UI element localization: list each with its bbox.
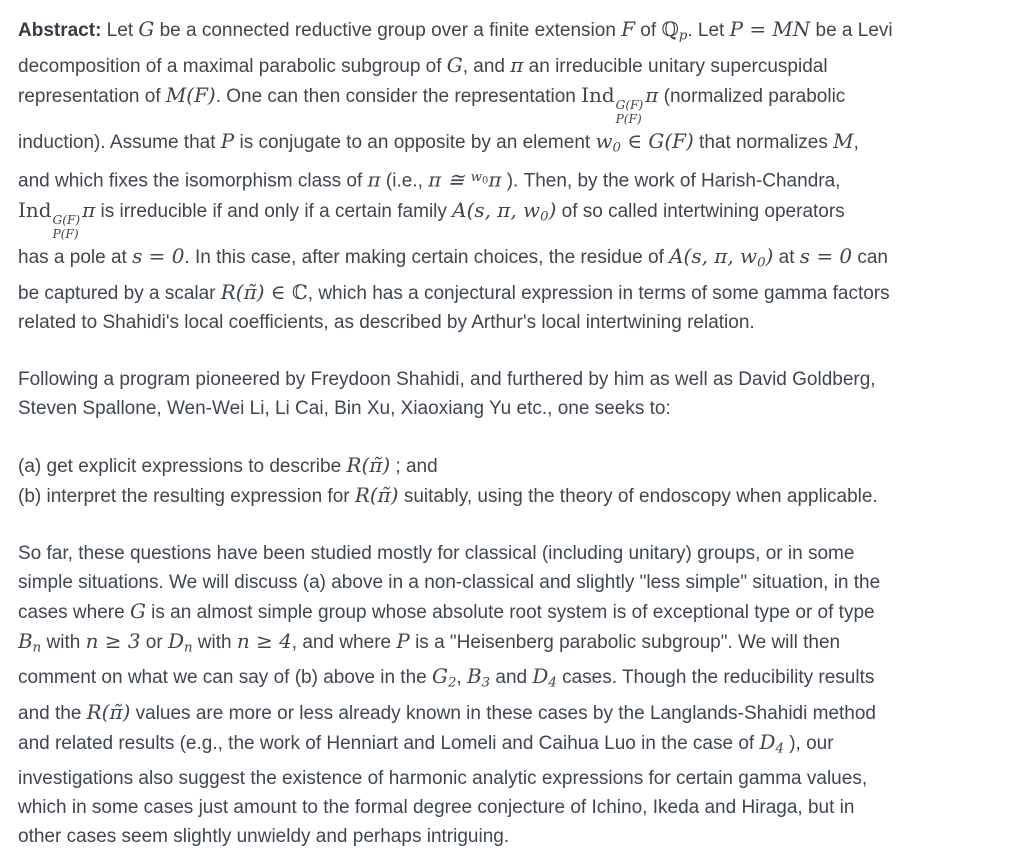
math-inline: )	[765, 244, 774, 268]
text-run: is a "Heisenberg parabolic subgroup". We will then	[409, 631, 841, 653]
text-line	[18, 597, 1016, 627]
math-inline: 4	[548, 676, 557, 692]
text-run: ; and	[390, 455, 438, 477]
math-inline: n	[32, 640, 42, 656]
text-run: related to Shahidi's local coefficients, as described by Arthur's local intertwining relation.	[18, 311, 755, 333]
math-inline: )	[548, 197, 557, 222]
math-inline: A(s, π, w	[452, 197, 541, 222]
math-inline: G	[432, 664, 448, 689]
math-inline: s = 0	[799, 244, 853, 268]
text-run: has a pole at	[18, 247, 133, 268]
text-line	[18, 728, 1016, 764]
text-run: ). Then, by the work of Harish-Chandra,	[501, 170, 841, 192]
text-run: Following a program pioneered by Freydoon Shahidi, and furthered by him as well as David Goldberg,	[18, 368, 876, 390]
text-line	[18, 451, 1016, 481]
text-run: suitably, using the theory of endoscopy when applicable.	[398, 485, 878, 507]
text-run: . In this case, after making certain choices, the residue of	[184, 247, 670, 268]
math-inline: n ≥ 4	[236, 628, 292, 653]
math-inline: B	[18, 628, 33, 653]
text-run: be a connected reductive group over a finite extension	[154, 20, 622, 41]
math-inline: D	[532, 664, 549, 689]
math-inline: 0	[482, 175, 489, 187]
math-inline: π	[645, 82, 659, 107]
math-inline: D	[167, 628, 184, 653]
math-inline: G	[138, 17, 155, 41]
math-inline: 0	[612, 140, 621, 156]
math-inline: n	[183, 640, 193, 656]
text-run: with	[192, 631, 237, 653]
math-superscript: G(F)	[615, 98, 644, 113]
math-superscript: G(F)	[52, 213, 81, 228]
text-line	[18, 394, 1016, 423]
text-run: induction). Assume that	[18, 132, 221, 154]
math-inline: 3	[481, 676, 491, 692]
text-run: other cases seem slightly unwieldy and perhaps intriguing.	[18, 825, 510, 847]
math-inline: 0	[540, 209, 549, 225]
text-run: , and	[462, 55, 511, 77]
math-inline: Ind	[581, 82, 615, 107]
text-line	[18, 822, 1016, 851]
text-line	[18, 539, 1016, 568]
text-run: , which has a conjectural expression in terms of some gamma factors	[307, 282, 890, 304]
text-run: (i.e.,	[380, 170, 429, 192]
text-run: at	[773, 247, 800, 268]
math-inline: w	[470, 169, 483, 185]
text-line	[18, 698, 1016, 728]
math-inline: 4	[775, 741, 784, 757]
math-inline: π	[488, 167, 502, 192]
text-line	[18, 51, 1016, 81]
text-run: values are more or less already known in these cases by the Langlands-Shahidi method	[130, 703, 876, 725]
text-run: . Let	[687, 20, 730, 41]
text-run: with	[41, 631, 86, 653]
math-inline: A(s, π, w	[669, 244, 758, 268]
math-inline: ∈ G(F)	[621, 129, 694, 154]
math-inline: P	[220, 129, 235, 154]
text-line	[18, 127, 1016, 163]
text-run: is irreducible if and only if a certain family	[95, 200, 453, 222]
text-run: ,	[853, 132, 859, 154]
math-scripts	[615, 99, 646, 127]
text-line	[18, 308, 1016, 337]
text-run: investigations also suggest the existence of harmonic analytic expressions for certain gamma values,	[18, 767, 868, 789]
text-line	[18, 568, 1016, 597]
text-line	[18, 764, 1016, 793]
text-line	[18, 278, 1016, 308]
text-line	[18, 627, 1016, 663]
text-run: representation of	[18, 85, 166, 107]
math-inline: s = 0	[132, 244, 185, 268]
text-run: can	[852, 247, 888, 268]
text-run: or	[140, 631, 168, 653]
text-run: of	[635, 20, 662, 41]
math-inline: 0	[757, 255, 766, 271]
math-inline: ℂ	[291, 279, 308, 304]
math-inline: p	[678, 28, 688, 44]
text-line	[18, 481, 1016, 511]
math-inline: P = MN	[729, 17, 811, 41]
text-run: So far, these questions have been studied mostly for classical (including unitary) groups, or in some	[18, 542, 855, 564]
text-run: (normalized parabolic	[658, 85, 846, 107]
math-inline: n ≥ 3	[85, 628, 141, 653]
text-run: is an almost simple group whose absolute root system is of exceptional type or of type	[145, 601, 875, 623]
math-inline: π ≅	[428, 167, 471, 192]
math-inline: M	[833, 129, 854, 154]
text-run: cases where	[18, 601, 130, 623]
text-run: which in some cases just amount to the formal degree conjecture of Ichino, Ikeda and Hiraga, but in	[18, 796, 855, 818]
text-run: (b) interpret the resulting expression for	[18, 485, 355, 507]
text-run: of so called intertwining operators	[556, 200, 845, 222]
math-inline: G	[129, 598, 146, 623]
text-run: and related results (e.g., the work of Henniart and Lomeli and Caihua Luo in the case of	[18, 733, 760, 755]
math-inline: π	[510, 52, 524, 77]
text-line	[18, 81, 1016, 127]
text-run: (a) get explicit expressions to describe	[18, 455, 347, 477]
text-run: Steven Spallone, Wen-Wei Li, Li Cai, Bin Xu, Xiaoxiang Yu etc., one seeks to:	[18, 397, 671, 419]
math-inline: R(π̃) ∈	[220, 279, 292, 304]
paragraph	[18, 539, 1016, 851]
math-inline: B	[466, 664, 482, 689]
text-run: be a Levi	[810, 20, 893, 41]
math-inline: ℚ	[661, 17, 679, 41]
text-line	[18, 242, 1016, 278]
text-line	[18, 793, 1016, 822]
text-line	[18, 163, 1016, 196]
math-inline: F	[621, 17, 636, 41]
math-inline: w	[595, 129, 613, 154]
text-line	[18, 365, 1016, 394]
math-subscript: P(F)	[615, 112, 642, 127]
text-run: , and where	[291, 631, 397, 653]
text-run: comment on what we can say of (b) above in the	[18, 667, 432, 689]
math-inline: M(F)	[165, 82, 216, 107]
math-scripts	[51, 214, 82, 242]
math-inline: 2	[447, 676, 457, 692]
text-run: and which fixes the isomorphism class of	[18, 170, 368, 192]
math-inline: π	[367, 167, 381, 192]
bold-label: Abstract:	[18, 20, 102, 41]
paragraph	[18, 365, 1016, 423]
text-run: is conjugate to an opposite by an element	[234, 132, 596, 154]
text-run: . One can then consider the representation	[215, 85, 582, 107]
text-run: be captured by a scalar	[18, 282, 221, 304]
text-run: ), our	[783, 733, 834, 755]
math-subscript: P(F)	[52, 227, 79, 242]
text-line	[18, 662, 1016, 698]
text-line	[18, 15, 1016, 51]
math-inline: G	[446, 52, 463, 77]
text-line	[18, 196, 1016, 242]
math-inline: P	[396, 628, 410, 653]
math-inline: Ind	[18, 197, 52, 222]
text-run: that normalizes	[693, 132, 834, 154]
text-run: Let	[101, 20, 139, 41]
math-inline: R(π̃)	[354, 482, 399, 507]
text-run: simple situations. We will discuss (a) above in a non-classical and slightly "less simple" situation, in the	[18, 571, 881, 593]
math-inline: π	[82, 197, 96, 222]
paragraph	[18, 15, 1016, 337]
paragraph	[18, 451, 1016, 511]
text-run: and	[490, 667, 533, 689]
math-inline: R(π̃)	[86, 700, 131, 725]
text-run: and the	[18, 703, 87, 725]
text-run: cases. Though the reducibility results	[556, 667, 875, 689]
text-run: decomposition of a maximal parabolic subgroup of	[18, 55, 447, 77]
math-inline: R(π̃)	[346, 452, 391, 477]
text-run: an irreducible unitary supercuspidal	[523, 55, 828, 77]
math-inline: D	[759, 730, 776, 755]
text-run: ,	[456, 667, 467, 689]
